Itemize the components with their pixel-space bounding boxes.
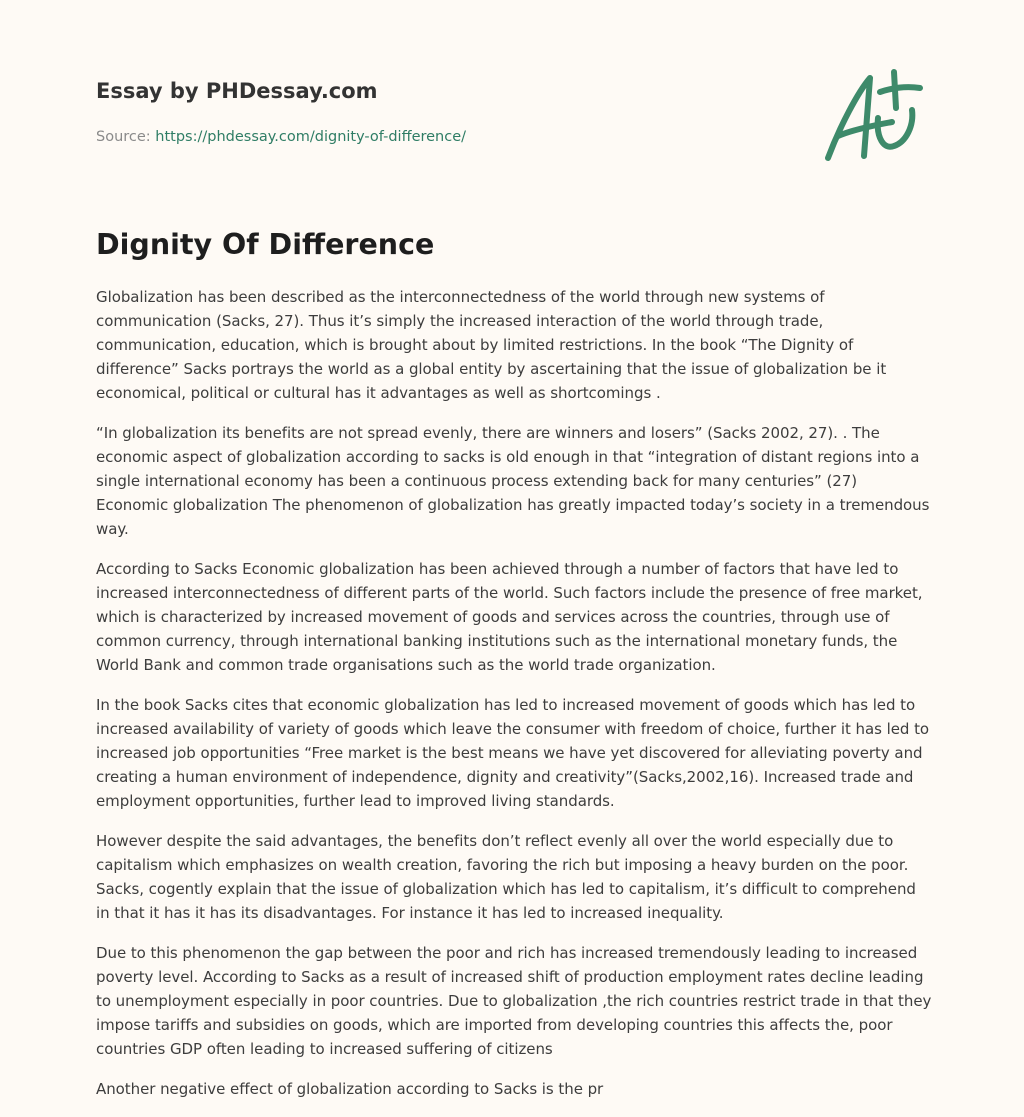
paragraph: However despite the said advantages, the benefits don’t reflect evenly all over the world especially due to capitalism which emphasizes on wealth creation, favoring the rich but imposing a heavy burden on the poor. Sacks, cogently explain that the issue of globalization which has led to capitalism, it’s difficult to comprehend in that it has it has its disadvantages. For instance it has led to increased inequality. — [96, 832, 916, 922]
site-brand: Essay by PHDessay.com — [96, 79, 378, 103]
a-plus-logo-icon — [818, 66, 930, 166]
article-body — [96, 285, 932, 1117]
paragraph: Another negative effect of globalization according to Sacks is the pr — [96, 1080, 604, 1098]
paragraph: “In globalization its benefits are not spread evenly, there are winners and losers” (Sacks 2002, 27). . The economic aspect of globalization according to sacks is old enough in that “integration of distant regions into a single international economy has been a continuous process extending back for many centuries” (27) Economic globalization The phenomenon of globalization has greatly impacted today’s society in a tremendous way. — [96, 424, 930, 538]
header — [96, 76, 796, 147]
source-label: Source: — [96, 129, 156, 145]
source-link[interactable]: https://phdessay.com/dignity-of-difference/ — [155, 129, 467, 145]
paragraph: In the book Sacks cites that economic globalization has led to increased movement of goods which has led to increased availability of variety of goods which leave the consumer with freedom of choice, further it has led to increased job opportunities “Free market is the best means we have yet discovered for alleviating poverty and creating a human environment of independence, dignity and creativity”(Sacks,2002,16). Increased trade and employment opportunities, further lead to improved living standards. — [96, 696, 930, 810]
paragraph: Due to this phenomenon the gap between the poor and rich has increased tremendously leading to increased poverty level. According to Sacks as a result of increased shift of production employment rates decline leading to unemployment especially in poor countries. Due to globalization ,the rich countries restrict trade in that they impose tariffs and subsidies on goods, which are imported from developing countries this affects the, poor countries GDP often leading to increased suffering of citizens — [96, 944, 932, 1058]
paragraph: According to Sacks Economic globalization has been achieved through a number of factors that have led to increased interconnectedness of different parts of the world. Such factors include the presence of free market, which is characterized by increased movement of goods and services across the countries, through use of common currency, through international banking institutions such as the international monetary funds, the World Bank and common trade organisations such as the world trade organization. — [96, 560, 923, 674]
page-title: Dignity Of Difference — [96, 228, 435, 261]
source-line — [96, 127, 796, 147]
paragraph: Globalization has been described as the interconnectedness of the world through new systems of communication (Sacks, 27). Thus it’s simply the increased interaction of the world through trade, communication, education, which is brought about by limited restrictions. In the book “The Dignity of difference” Sacks portrays the world as a global entity by ascertaining that the issue of globalization be it economical, political or cultural has it advantages as well as shortcomings . — [96, 288, 887, 402]
